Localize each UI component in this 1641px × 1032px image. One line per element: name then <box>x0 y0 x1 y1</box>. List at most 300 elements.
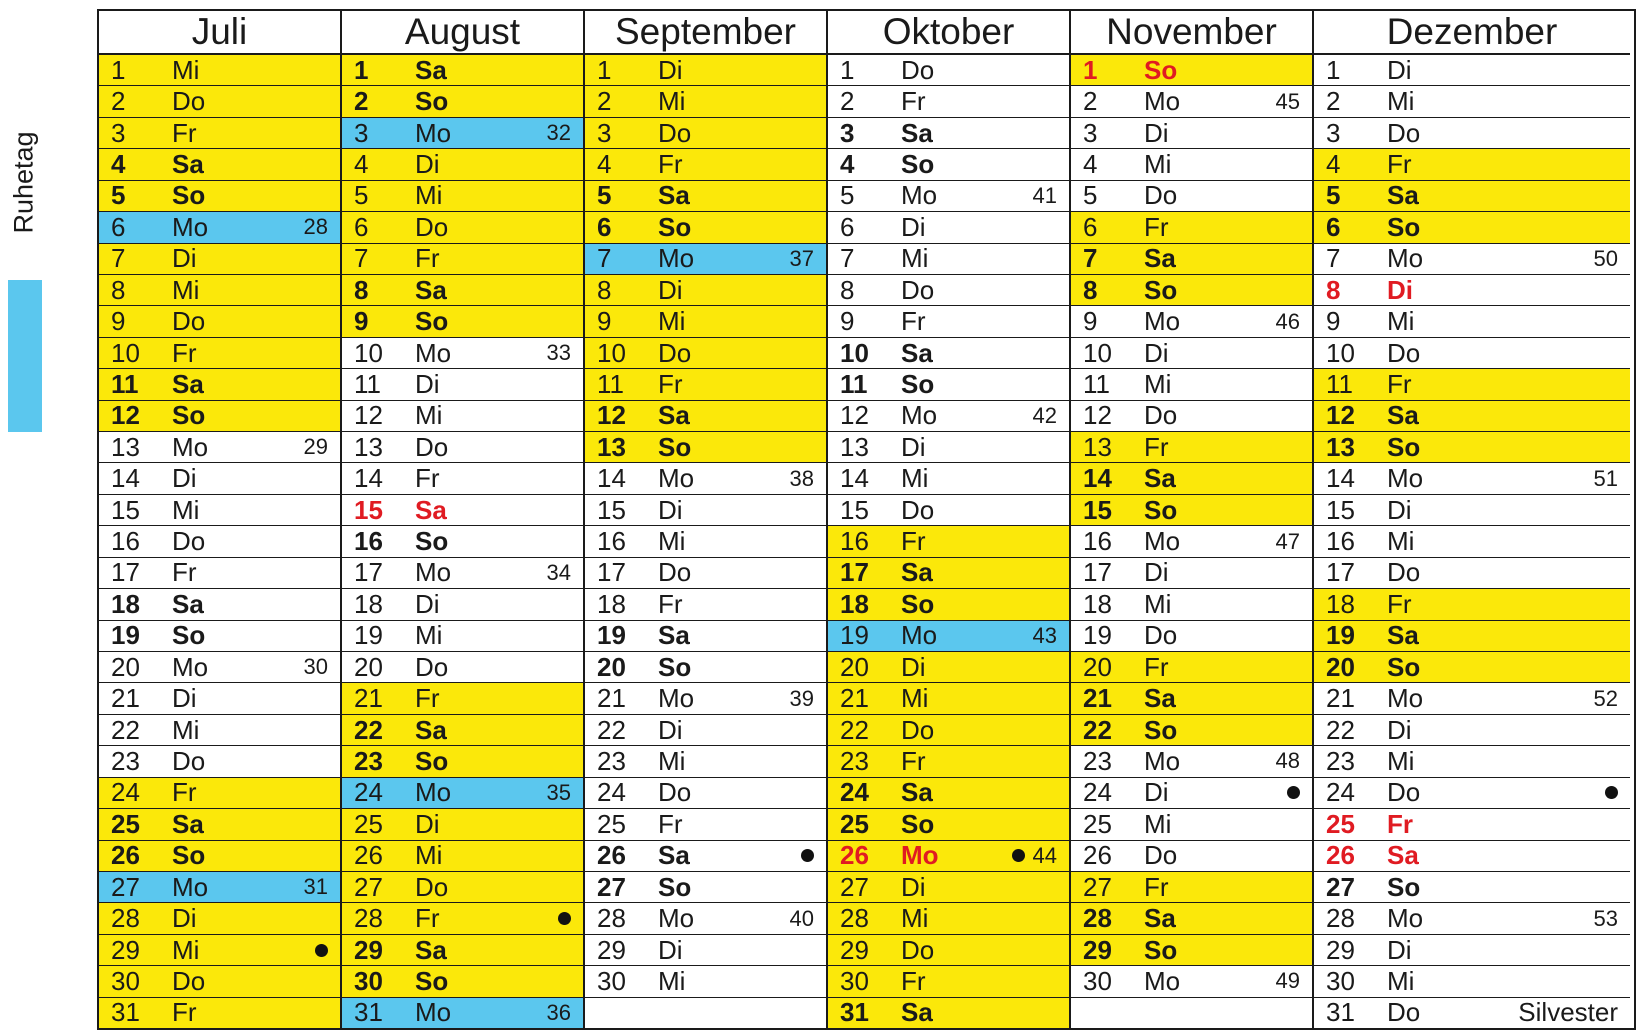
weekday-label: Mo <box>1144 745 1181 776</box>
day-number: 12 <box>1083 400 1112 431</box>
day-row <box>585 871 826 902</box>
week-number: 50 <box>1593 245 1618 271</box>
weekday-label: Sa <box>1387 400 1419 431</box>
row-extras <box>547 340 571 366</box>
day-row <box>1071 462 1312 493</box>
day-row <box>1314 85 1630 116</box>
day-number: 8 <box>1326 274 1341 305</box>
day-number: 5 <box>354 180 369 211</box>
day-number: 6 <box>1326 211 1341 242</box>
day-row <box>828 305 1069 336</box>
day-row <box>585 745 826 776</box>
day-number: 5 <box>840 180 855 211</box>
day-row <box>1314 651 1630 682</box>
day-row <box>342 745 583 776</box>
day-number: 28 <box>597 903 626 934</box>
weekday-label: Sa <box>172 368 204 399</box>
weekday-label: So <box>901 588 935 619</box>
week-number: 35 <box>546 779 571 805</box>
day-number: 13 <box>111 431 140 462</box>
weekday-label: Mi <box>658 965 686 996</box>
day-row <box>1314 274 1630 305</box>
weekday-label: Di <box>1387 54 1412 85</box>
week-number: 36 <box>546 999 571 1025</box>
day-number: 28 <box>1326 903 1355 934</box>
weekday-label: Fr <box>415 243 440 274</box>
day-row <box>585 117 826 148</box>
day-row <box>1314 682 1630 713</box>
weekday-label: So <box>658 211 692 242</box>
weekday-label: Sa <box>1144 683 1176 714</box>
day-row <box>342 651 583 682</box>
day-number: 10 <box>1326 337 1355 368</box>
day-number: 12 <box>840 400 869 431</box>
weekday-label: Fr <box>1144 651 1169 682</box>
weekday-label: Do <box>172 965 206 996</box>
day-number: 3 <box>111 117 126 148</box>
day-number: 3 <box>1083 117 1098 148</box>
day-number: 28 <box>1083 903 1112 934</box>
day-row <box>342 243 583 274</box>
row-extras <box>1033 403 1057 429</box>
day-number: 10 <box>111 337 140 368</box>
day-number: 14 <box>1083 463 1112 494</box>
day-number: 4 <box>840 148 855 179</box>
day-number: 26 <box>840 840 869 871</box>
day-row <box>99 934 340 965</box>
weekday-label: So <box>172 620 206 651</box>
day-number: 15 <box>597 494 626 525</box>
day-number: 24 <box>1083 777 1112 808</box>
row-extras <box>1605 786 1618 799</box>
day-number: 10 <box>840 337 869 368</box>
day-number: 30 <box>1083 965 1112 996</box>
weekday-label: Di <box>1387 274 1413 305</box>
weekday-label: Do <box>172 86 206 117</box>
row-extras <box>304 434 328 460</box>
weekday-label: Sa <box>415 274 447 305</box>
day-row <box>99 557 340 588</box>
day-row <box>99 85 340 116</box>
day-number: 25 <box>1083 808 1112 839</box>
legend-label <box>4 120 44 245</box>
day-row <box>1071 965 1312 996</box>
weekday-label: So <box>172 840 206 871</box>
day-row <box>585 148 826 179</box>
day-number: 2 <box>354 86 369 117</box>
weekday-label: Sa <box>1387 840 1419 871</box>
day-number: 23 <box>354 745 383 776</box>
dot-marker-icon <box>801 849 814 862</box>
weekday-label: Mi <box>415 400 443 431</box>
weekday-label: Mo <box>1144 86 1181 117</box>
day-row <box>1314 620 1630 651</box>
month-header: August <box>342 11 583 55</box>
day-number: 27 <box>111 871 140 902</box>
weekday-label: Sa <box>1144 243 1176 274</box>
weekday-label: Do <box>415 651 449 682</box>
day-number: 11 <box>1083 368 1110 399</box>
day-row <box>342 274 583 305</box>
row-extras <box>1594 906 1618 932</box>
weekday-label: Mi <box>1387 306 1415 337</box>
day-row <box>1071 243 1312 274</box>
day-row <box>99 211 340 242</box>
week-number: 30 <box>303 654 328 680</box>
day-number: 1 <box>840 54 855 85</box>
weekday-label: So <box>1387 651 1421 682</box>
day-row <box>1071 588 1312 619</box>
day-number: 25 <box>1326 808 1355 839</box>
weekday-label: Do <box>1387 337 1421 368</box>
day-row <box>585 431 826 462</box>
day-row <box>99 525 340 556</box>
day-rows <box>828 55 1069 1028</box>
day-row <box>828 211 1069 242</box>
day-row <box>99 651 340 682</box>
day-row <box>585 934 826 965</box>
day-number: 1 <box>1326 54 1341 85</box>
day-row <box>1071 494 1312 525</box>
day-number: 7 <box>1326 243 1341 274</box>
day-number: 9 <box>1326 306 1341 337</box>
day-row <box>342 55 583 85</box>
month-header: September <box>585 11 826 55</box>
day-number: 20 <box>1083 651 1112 682</box>
day-row <box>99 368 340 399</box>
row-extras <box>1594 466 1618 492</box>
weekday-label: Mo <box>901 840 939 871</box>
day-number: 23 <box>111 745 140 776</box>
row-extras <box>1594 246 1618 272</box>
day-number: 30 <box>840 965 869 996</box>
day-number: 4 <box>111 148 126 179</box>
day-row <box>585 840 826 871</box>
weekday-label: Do <box>1387 777 1421 808</box>
day-number: 19 <box>597 620 626 651</box>
weekday-label: Sa <box>1144 903 1176 934</box>
weekday-label: Di <box>1144 337 1169 368</box>
day-number: 17 <box>597 557 626 588</box>
day-number: 13 <box>1326 431 1355 462</box>
day-number: 12 <box>111 400 140 431</box>
day-number: 23 <box>840 745 869 776</box>
day-note: Silvester <box>1518 997 1618 1028</box>
day-number: 12 <box>597 400 626 431</box>
day-rows <box>342 55 583 1028</box>
day-row <box>342 211 583 242</box>
dot-marker-icon <box>558 912 571 925</box>
weekday-label: Mo <box>1144 965 1181 996</box>
day-row <box>828 871 1069 902</box>
day-number: 18 <box>840 588 869 619</box>
day-number: 16 <box>111 526 140 557</box>
day-number: 29 <box>111 934 140 965</box>
day-row <box>1314 840 1630 871</box>
day-number: 11 <box>1326 368 1353 399</box>
day-rows <box>1314 55 1630 1028</box>
weekday-label: Do <box>901 714 935 745</box>
day-row <box>828 557 1069 588</box>
row-extras <box>1276 748 1300 774</box>
weekday-label: Sa <box>1387 620 1419 651</box>
day-number: 9 <box>354 306 369 337</box>
day-row <box>99 902 340 933</box>
day-row <box>99 305 340 336</box>
day-number: 5 <box>597 180 612 211</box>
day-number: 3 <box>354 117 369 148</box>
weekday-label: So <box>901 368 935 399</box>
week-number: 43 <box>1032 622 1057 648</box>
day-row <box>1071 714 1312 745</box>
weekday-label: Mo <box>901 620 938 651</box>
day-row <box>585 274 826 305</box>
month-column-september <box>585 11 828 1028</box>
weekday-label: Fr <box>415 683 440 714</box>
day-row <box>342 337 583 368</box>
day-row <box>1314 462 1630 493</box>
day-row <box>585 305 826 336</box>
day-row <box>99 494 340 525</box>
day-number: 6 <box>597 211 612 242</box>
row-extras <box>790 686 814 712</box>
weekday-label: Mo <box>1144 526 1181 557</box>
weekday-label: Fr <box>658 148 683 179</box>
day-number: 17 <box>1083 557 1112 588</box>
day-number: 31 <box>111 997 140 1028</box>
weekday-label: Mo <box>172 651 209 682</box>
day-row <box>342 525 583 556</box>
month-header: Juli <box>99 11 340 55</box>
day-row <box>1071 368 1312 399</box>
weekday-label: Mo <box>415 997 452 1028</box>
row-extras <box>790 906 814 932</box>
day-row <box>342 777 583 808</box>
day-number: 6 <box>354 211 369 242</box>
day-row <box>1071 777 1312 808</box>
weekday-label: Mo <box>658 903 695 934</box>
day-number: 18 <box>1326 588 1355 619</box>
day-number: 1 <box>597 54 612 85</box>
day-number: 20 <box>354 651 383 682</box>
row-extras <box>304 654 328 680</box>
day-row <box>99 274 340 305</box>
day-row <box>1314 871 1630 902</box>
day-row <box>585 494 826 525</box>
day-number: 24 <box>111 777 140 808</box>
day-row <box>828 588 1069 619</box>
day-number: 4 <box>354 148 369 179</box>
day-row <box>99 148 340 179</box>
week-number: 52 <box>1593 685 1618 711</box>
day-rows <box>99 55 340 1028</box>
week-number: 44 <box>1032 842 1057 868</box>
day-number: 30 <box>111 965 140 996</box>
day-row <box>342 494 583 525</box>
dot-marker-icon <box>315 944 328 957</box>
weekday-label: Fr <box>172 777 197 808</box>
weekday-label: Fr <box>172 997 197 1028</box>
day-number: 7 <box>840 243 855 274</box>
week-number: 38 <box>789 465 814 491</box>
weekday-label: Fr <box>658 808 683 839</box>
weekday-label: Mo <box>415 117 452 148</box>
weekday-label: So <box>415 306 449 337</box>
weekday-label: Mo <box>901 180 938 211</box>
day-number: 29 <box>354 934 383 965</box>
day-number: 24 <box>1326 777 1355 808</box>
day-number: 15 <box>354 494 383 525</box>
day-number: 24 <box>597 777 626 808</box>
weekday-label: Mi <box>415 840 443 871</box>
weekday-label: Di <box>901 651 926 682</box>
day-number: 20 <box>597 651 626 682</box>
day-row <box>99 431 340 462</box>
day-number: 14 <box>111 463 140 494</box>
day-number: 31 <box>354 997 383 1028</box>
weekday-label: Mo <box>658 683 695 714</box>
day-row <box>828 997 1069 1028</box>
day-row <box>585 400 826 431</box>
day-row <box>585 55 826 85</box>
day-row <box>1314 777 1630 808</box>
month-column-august <box>342 11 585 1028</box>
day-row <box>1071 557 1312 588</box>
weekday-label: Sa <box>172 148 204 179</box>
row-extras <box>1287 786 1300 799</box>
row-extras <box>1276 309 1300 335</box>
day-row <box>99 714 340 745</box>
weekday-label: Mi <box>172 714 200 745</box>
weekday-label: Do <box>1387 117 1421 148</box>
day-row <box>1071 651 1312 682</box>
day-number: 25 <box>597 808 626 839</box>
weekday-label: Di <box>1144 557 1169 588</box>
day-row <box>1314 148 1630 179</box>
day-number: 4 <box>1083 148 1098 179</box>
weekday-label: Di <box>1144 777 1169 808</box>
day-number: 6 <box>840 211 855 242</box>
day-number: 28 <box>354 903 383 934</box>
day-number: 5 <box>1326 180 1341 211</box>
weekday-label: Do <box>1144 840 1178 871</box>
weekday-label: So <box>658 871 692 902</box>
day-number: 21 <box>597 683 626 714</box>
day-number: 23 <box>1326 745 1355 776</box>
weekday-label: Do <box>658 337 692 368</box>
day-number: 25 <box>840 808 869 839</box>
month-header: November <box>1071 11 1312 55</box>
weekday-label: Di <box>415 368 440 399</box>
day-number: 27 <box>1326 871 1355 902</box>
day-number: 26 <box>1326 840 1355 871</box>
weekday-label: Sa <box>172 588 204 619</box>
day-row <box>99 243 340 274</box>
day-number: 26 <box>111 840 140 871</box>
day-row <box>342 148 583 179</box>
day-row <box>1314 965 1630 996</box>
day-row <box>585 337 826 368</box>
weekday-label: Do <box>415 431 449 462</box>
day-number: 23 <box>597 745 626 776</box>
calendar-table <box>97 9 1636 1030</box>
day-row <box>99 997 340 1028</box>
day-number: 26 <box>354 840 383 871</box>
weekday-label: Mi <box>658 306 686 337</box>
weekday-label: Sa <box>901 557 933 588</box>
day-number: 13 <box>597 431 626 462</box>
week-number: 39 <box>789 685 814 711</box>
day-number: 26 <box>1083 840 1112 871</box>
weekday-label: Mo <box>1387 243 1424 274</box>
day-rows <box>1071 55 1312 1028</box>
day-number: 17 <box>354 557 383 588</box>
day-number: 3 <box>840 117 855 148</box>
week-number: 51 <box>1593 465 1618 491</box>
weekday-label: So <box>658 431 692 462</box>
weekday-label: Di <box>658 54 683 85</box>
day-row <box>342 557 583 588</box>
weekday-label: Mi <box>901 463 929 494</box>
day-number: 8 <box>354 274 369 305</box>
row-extras <box>304 874 328 900</box>
weekday-label: Mi <box>658 526 686 557</box>
weekday-label: Fr <box>901 86 926 117</box>
day-number: 4 <box>597 148 612 179</box>
day-number: 7 <box>354 243 369 274</box>
day-number: 20 <box>111 651 140 682</box>
day-number: 24 <box>840 777 869 808</box>
day-row <box>1314 243 1630 274</box>
day-row <box>1071 180 1312 211</box>
weekday-label: Mi <box>658 86 686 117</box>
weekday-label: So <box>1144 54 1178 85</box>
day-number: 12 <box>1326 400 1355 431</box>
weekday-label: Sa <box>901 337 933 368</box>
day-number: 29 <box>840 934 869 965</box>
day-row <box>342 462 583 493</box>
day-row <box>585 525 826 556</box>
day-number: 25 <box>111 808 140 839</box>
weekday-label: Do <box>1387 997 1421 1028</box>
week-number: 34 <box>546 559 571 585</box>
day-row <box>99 965 340 996</box>
day-row <box>99 180 340 211</box>
day-row <box>585 462 826 493</box>
day-row <box>1071 148 1312 179</box>
weekday-label: Mi <box>1144 148 1172 179</box>
weekday-label: Di <box>901 871 926 902</box>
day-row <box>1071 400 1312 431</box>
day-number: 18 <box>1083 588 1112 619</box>
day-row <box>99 840 340 871</box>
day-row <box>99 682 340 713</box>
day-row <box>1071 745 1312 776</box>
day-row <box>585 902 826 933</box>
weekday-label: Di <box>901 211 926 242</box>
day-number: 1 <box>111 54 126 85</box>
weekday-label: Mi <box>172 54 200 85</box>
weekday-label: Fr <box>1387 588 1412 619</box>
month-header: Oktober <box>828 11 1069 55</box>
day-number: 15 <box>840 494 869 525</box>
weekday-label: So <box>1387 211 1421 242</box>
day-row <box>1071 305 1312 336</box>
day-number: 1 <box>1083 54 1098 85</box>
day-row <box>342 934 583 965</box>
day-number: 2 <box>111 86 126 117</box>
day-number: 15 <box>1326 494 1355 525</box>
